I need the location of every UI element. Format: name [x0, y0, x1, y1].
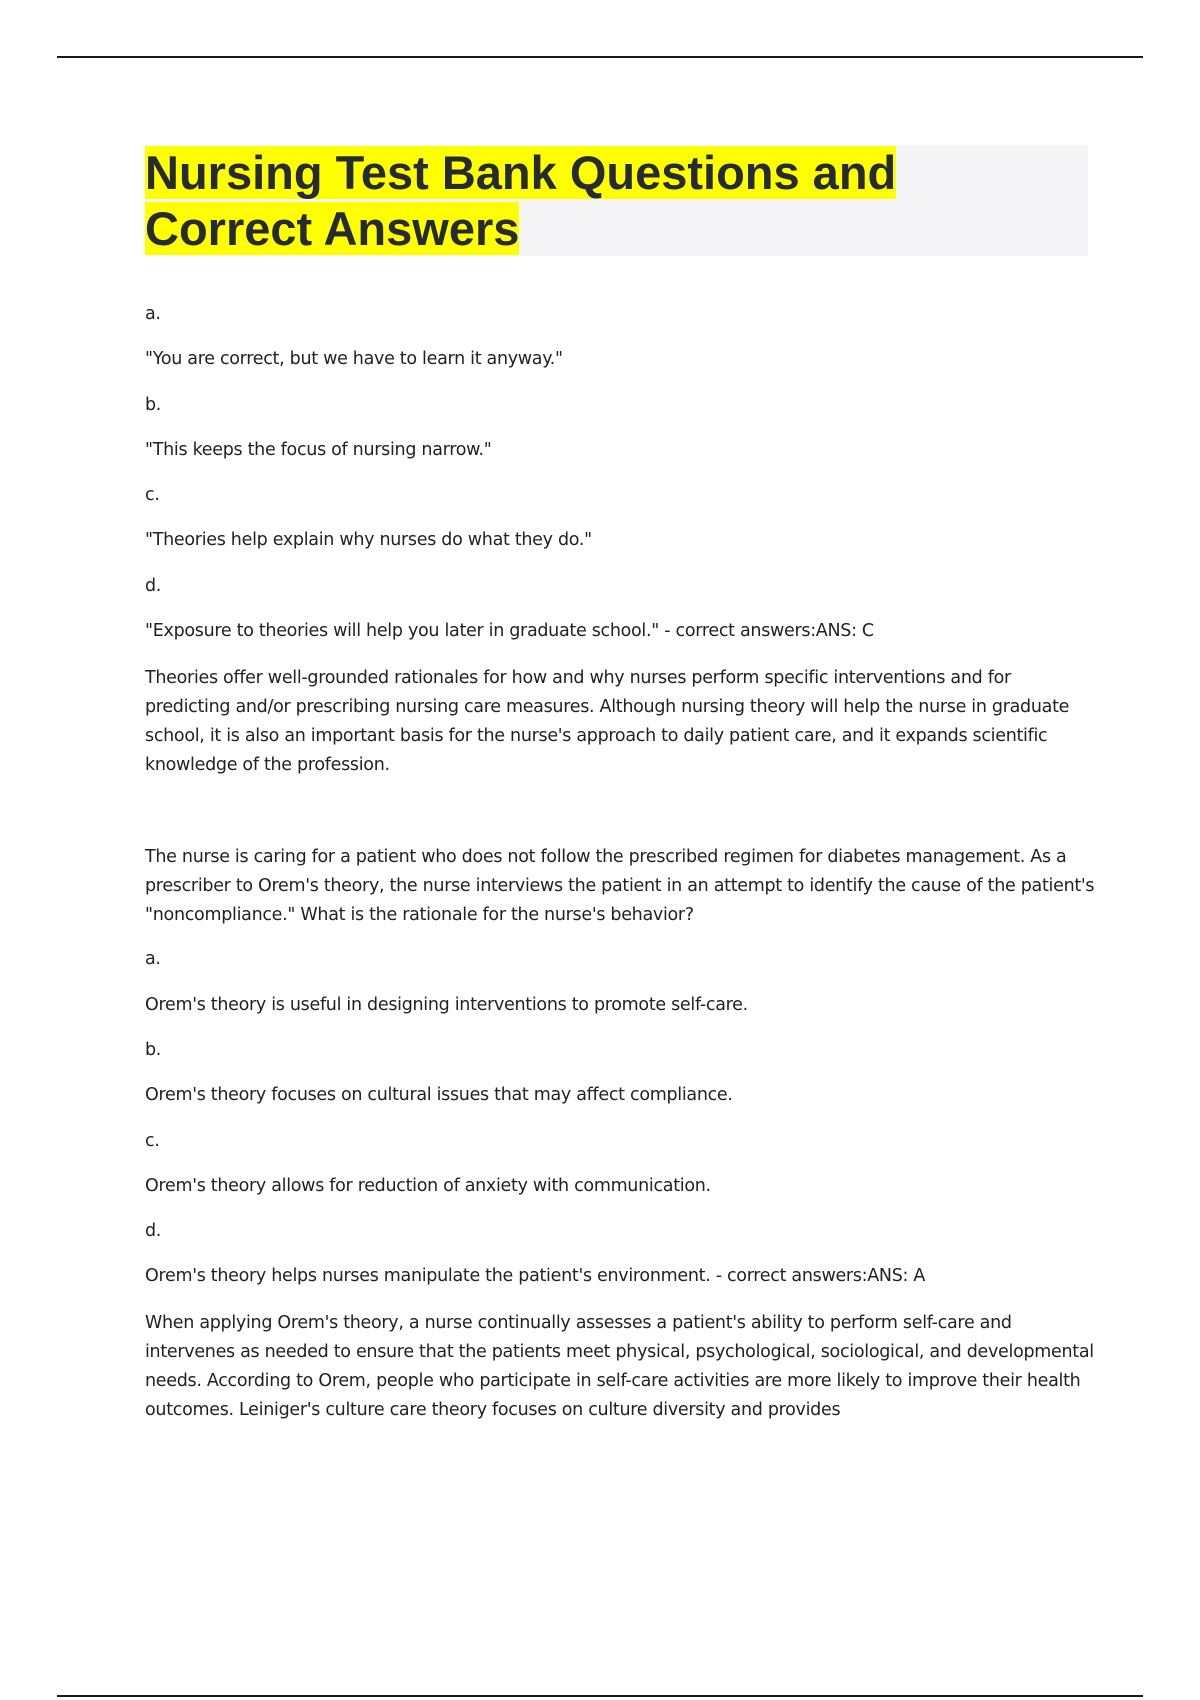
question-2: [145, 843, 1095, 1424]
document-title: [145, 145, 965, 257]
title-highlight: Nursing Test Bank Questions and Correct Answers: [145, 146, 897, 255]
q1-option-d-letter: d.: [145, 575, 162, 596]
question-1: [145, 301, 1095, 780]
q2-option-d-letter: d.: [145, 1221, 162, 1242]
bottom-rule: [57, 1695, 1143, 1697]
q2-option-c-letter: c.: [145, 1130, 160, 1151]
q2-question: The nurse is caring for a patient who does not follow the prescribed regimen for diabetes management. As a prescriber to Orem's theory, the nurse interviews the patient in an attempt to identify the cause of the patient's "noncompliance." What is the rationale for the nurse's behavior?: [145, 847, 1095, 926]
section-spacer: [145, 780, 1095, 843]
q1-option-c-text: "Theories help explain why nurses do what they do.": [145, 530, 592, 551]
q2-option-d-text: Orem's theory helps nurses manipulate the patient's environment. - correct answers:ANS: A: [145, 1266, 926, 1287]
q1-rationale: Theories offer well-grounded rationales for how and why nurses perform specific interventions and for predicting and/or prescribing nursing care measures. Although nursing theory will help the nurse in graduate school, it is also an important basis for the nurse's approach to daily patient care, and it expands scientific knowledge of the profession.: [145, 668, 1070, 776]
q2-option-c-text: Orem's theory allows for reduction of anxiety with communication.: [145, 1175, 711, 1196]
q2-option-a-text: Orem's theory is useful in designing interventions to promote self-care.: [145, 994, 748, 1015]
q1-option-a-letter: a.: [145, 304, 161, 324]
q2-option-b-letter: b.: [145, 1039, 162, 1060]
q1-option-b-text: "This keeps the focus of nursing narrow.": [145, 439, 492, 460]
q2-option-a-letter: a.: [145, 949, 161, 970]
q2-option-b-text: Orem's theory focuses on cultural issues that may affect compliance.: [145, 1085, 733, 1106]
q1-option-c-letter: c.: [145, 485, 160, 506]
top-rule: [57, 56, 1143, 58]
q2-rationale: When applying Orem's theory, a nurse continually assesses a patient's ability to perform self-care and intervenes as needed to ensure that the patients meet physical, psychological, sociological, and developmental needs. According to Orem, people who participate in self-care activities are more likely to improve their health outcomes. Leiniger's culture care theory focuses on culture diversity and provides: [145, 1312, 1094, 1420]
q1-option-b-letter: b.: [145, 394, 162, 415]
document-body: [145, 301, 1095, 1425]
q1-option-a-text: "You are correct, but we have to learn it anyway.": [145, 349, 563, 370]
q1-option-d-text: "Exposure to theories will help you later in graduate school." - correct answers:ANS: C: [145, 621, 874, 642]
